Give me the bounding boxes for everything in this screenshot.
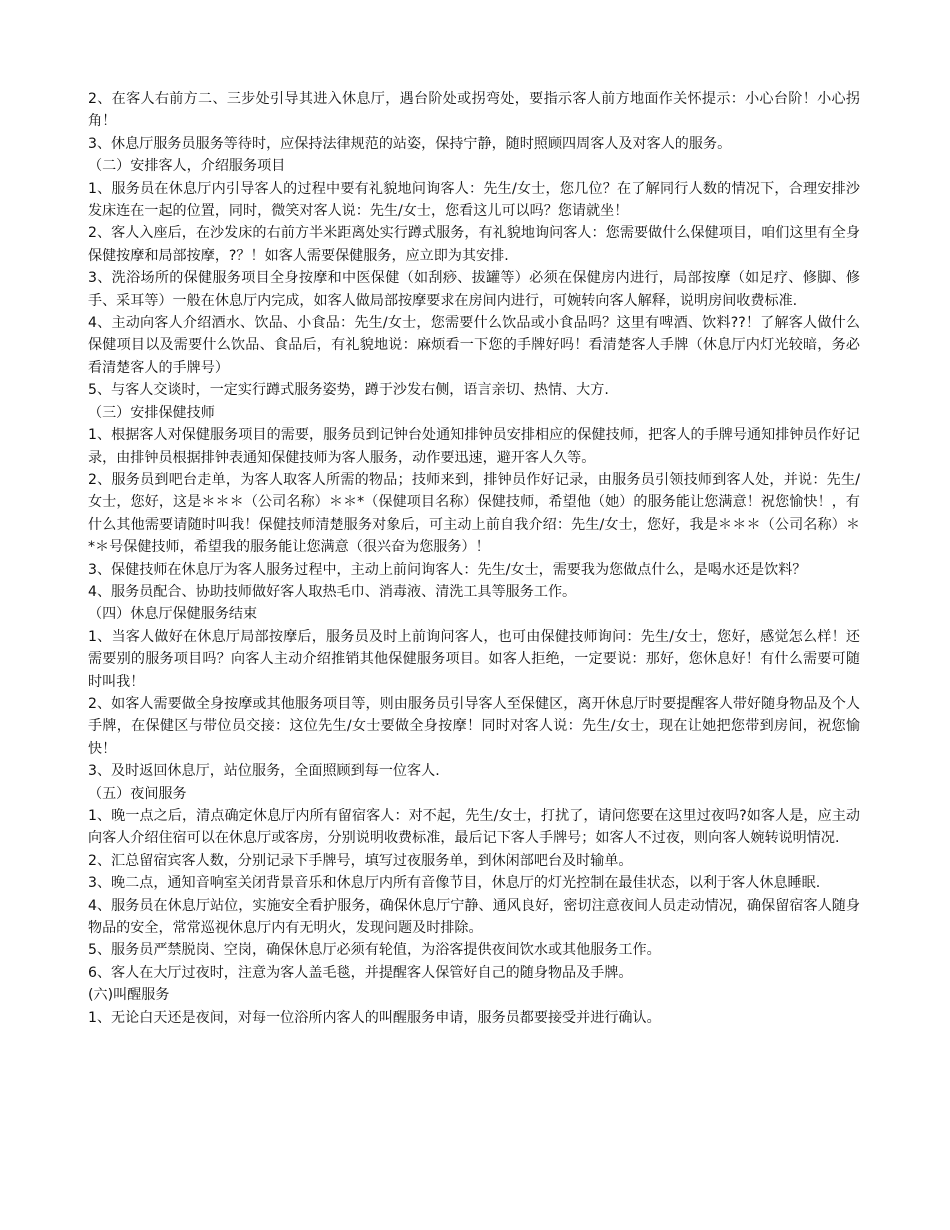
paragraph: 5、服务员严禁脱岗、空岗，确保休息厅必须有轮值，为浴客提供夜间饮水或其他服务工作。 [88,942,661,959]
paragraph: 3、及时返回休息厅，站位服务，全面照顾到每一位客人. [88,763,440,780]
paragraph: 3、洗浴场所的保健服务项目全身按摩和中医保健（如刮痧、拔罐等）必须在保健房内进行，局部按摩（如足疗、修脚、修手、采耳等）一般在休息厅内完成，如客人做局部按摩要求在房间内进行，可婉转向客人解释，说明房间收费标准. [88,270,860,309]
section-heading: （三）安排保健技师 [88,404,215,421]
paragraph: 2、服务员到吧台走单，为客人取客人所需的物品；技师来到，排钟员作好记录，由服务员引领技师到客人处，并说：先生/女士，您好，这是＊＊＊（公司名称）＊＊*（保健项目名称）保健技师，希望他（她）的服务能让您满意！祝您愉快！，有什么其他需要请随时叫我！保健技师清楚服务对象后，可主动上前自我介绍：先生/女士，您好，我是＊＊＊（公司名称）＊*＊号保健技师，希望我的服务能让您满意（很兴奋为您服务）！ [88,471,860,556]
paragraph: 3、保健技师在休息厅为客人服务过程中，主动上前问询客人：先生/女士，需要我为您做点什么，是喝水还是饮料？ [88,561,807,578]
paragraph: 4、主动向客人介绍酒水、饮品、小食品：先生/女士，您需要什么饮品或小食品吗？这里有啤酒、饮料??！了解客人做什么保健项目以及需要什么饮品、食品后，有礼貌地说：麻烦看一下您的手牌好吗！看清楚客人手牌（休息厅内灯光较暗，务必看清楚客人的手牌号） [88,315,860,376]
paragraph: 4、服务员在休息厅站位，实施安全看护服务，确保休息厅宁静、通风良好，密切注意夜间人员走动情况，确保留宿客人随身物品的安全，常常巡视休息厅内有无明火，发现问题及时排除。 [88,897,860,937]
paragraph: 3、晚二点，通知音响室关闭背景音乐和休息厅内所有音像节目，休息厅的灯光控制在最佳状态，以利于客人休息睡眠. [88,875,821,892]
paragraph: 1、晚一点之后，清点确定休息厅内所有留宿客人：对不起，先生/女士，打扰了，请问您要在这里过夜吗?如客人是，应主动向客人介绍住宿可以在休息厅或客房，分别说明收费标准，最后记下客人手牌号；如客人不过夜，则向客人婉转说明情况. [88,808,860,847]
paragraph: 1、当客人做好在休息厅局部按摩后，服务员及时上前询问客人，也可由保健技师询问：先生/女士，您好，感觉怎么样！还需要别的服务项目吗？向客人主动介绍推销其他保健服务项目。如客人拒绝，一定要说：那好，您休息好！有什么需要可随时叫我！ [88,628,860,690]
section-heading: （四）休息厅保健服务结束 [88,606,258,623]
section-heading: （五）夜间服务 [88,785,187,802]
paragraph: 3、休息厅服务员服务等待时，应保持法律规范的站姿，保持宁静，随时照顾四周客人及对客人的服务。 [88,135,732,152]
paragraph: 2、如客人需要做全身按摩或其他服务项目等，则由服务员引导客人至保健区，离开休息厅时要提醒客人带好随身物品及个人手牌，在保健区与带位员交接：这位先生/女士要做全身按摩！同时对客人说：先生/女士，现在让她把您带到房间，祝您愉快！ [88,695,860,757]
paragraph: 2、在客人右前方二、三步处引导其进入休息厅，遇台阶处或拐弯处，要指示客人前方地面作关怀提示：小心台阶！小心拐角！ [88,91,860,130]
paragraph: 1、根据客人对保健服务项目的需要，服务员到记钟台处通知排钟员安排相应的保健技师，把客人的手牌号通知排钟员作好记录，由排钟员根据排钟表通知保健技师为客人服务，动作要迅速，避开客人久等。 [88,427,860,466]
paragraph: 1、无论白天还是夜间，对每一位浴所内客人的叫醒服务申请，服务员都要接受并进行确认。 [88,1009,661,1026]
paragraph: 1、服务员在休息厅内引导客人的过程中要有礼貌地问询客人：先生/女士，您几位？在了解同行人数的情况下，合理安排沙发床连在一起的位置，同时，微笑对客人说：先生/女士，您看这儿可以吗？您请就坐！ [88,180,860,220]
paragraph: 2、汇总留宿宾客人数，分别记录下手牌号，填写过夜服务单，到休闲部吧台及时输单。 [88,852,633,869]
section-heading: （二）安排客人，介绍服务项目 [88,158,286,175]
section-heading: (六)叫醒服务 [88,987,170,1004]
paragraph: 2、客人入座后，在沙发床的右前方半米距离处实行蹲式服务，有礼貌地询问客人：您需要做什么保健项目，咱们这里有全身保健按摩和局部按摩，?？！如客人需要保健服务，应立即为其安排. [88,225,860,264]
paragraph: 4、服务员配合、协助技师做好客人取热毛巾、消毒液、清洗工具等服务工作。 [88,583,577,600]
paragraph: 6、客人在大厅过夜时，注意为客人盖毛毯，并提醒客人保管好自己的随身物品及手牌。 [88,964,633,981]
document-body [88,88,860,1029]
paragraph: 5、与客人交谈时，一定实行蹲式服务姿势，蹲于沙发右侧，语言亲切、热情、大方. [88,382,609,399]
